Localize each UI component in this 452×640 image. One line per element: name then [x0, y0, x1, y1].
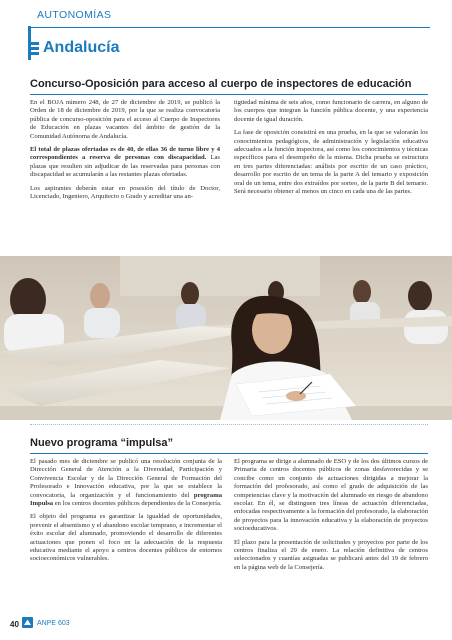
article-1-column-2 — [234, 99, 428, 201]
paragraph: En el BOJA número 248, de 27 de diciembre de 2019, se publicó la Orden de 18 de diciembre de 2019, por la que se realiza convocatoria pública de concurso-oposición para el acceso al Cuerpo de Inspectores de Educación en plazas vacantes del ámbito de gestión de la Comunidad Autónoma de Andalucía. — [30, 99, 220, 140]
paragraph-text: El pasado mes de diciembre se publicó una resolución conjunta de la Dirección General de Atención a la Diversidad, Participación y Convivencia Escolar y de la Dirección General de Formación del Profesorado e Innovación educativa, por la que se establece la convocatoria, la organización y el funcionamiento del — [30, 458, 222, 499]
paragraph-text: en los centros docentes públicos dependientes de la Consejería. — [53, 500, 222, 508]
paragraph — [30, 458, 222, 508]
anpe-logo-icon — [22, 617, 33, 628]
section-divider — [30, 424, 428, 425]
publication-name: ANPE 603 — [37, 620, 70, 627]
article-1-column-1 — [30, 99, 220, 206]
article-2-rule — [30, 453, 428, 454]
section-label: AUTONOMÍAS — [37, 9, 112, 21]
region-title: Andalucía — [43, 39, 120, 56]
article-1-title: Concurso-Oposición para acceso al cuerpo de inspectores de educación — [30, 78, 412, 90]
article-2-title: Nuevo programa “impulsa” — [30, 437, 174, 449]
page-number: 40 — [10, 620, 19, 629]
region-heading — [30, 40, 119, 56]
paragraph: El plazo para la presentación de solicitudes y proyectos por parte de los centros finaliza el 29 de enero. La relación definitiva de centros seleccionados y cuantías asignadas se publicará antes del 19 de febrero en la página web de la Consejería. — [234, 538, 428, 571]
paragraph-text: Las plazas que resulten sin adjudicar de las reservadas para personas con discapacidad se acumularán a las restantes plazas ofertadas. — [30, 154, 220, 179]
header-rule — [28, 27, 430, 28]
paragraph — [30, 146, 220, 180]
classroom-illustration — [0, 256, 452, 420]
classroom-photo — [0, 256, 452, 420]
paragraph: El programa se dirige a alumnado de ESO y de los dos últimos cursos de Primaria de centros docentes públicos de zonas desfavorecidas y se concibe como un conjunto de actuaciones dirigidas a mejorar la formación del profesorado, así como el grado de adquisición de las competencias clave y la motivación del alumnado en riesgo de abandono escolar. En él, se distinguen tres líneas de actuación diferenciadas, enfocadas respectivamente a la formación del profesorado, la elaboración de proyectos para la innovación educativa y la elaboración de proyectos socioeducativos. — [234, 458, 428, 533]
article-2-column-2 — [234, 458, 428, 577]
paragraph: tigüedad mínima de seis años, como funcionario de carrera, en alguno de los cuerpos que integran la función pública docente, y una experiencia docente de igual duración. — [234, 99, 428, 123]
article-2-column-1 — [30, 458, 222, 569]
paragraph: El objeto del programa es garantizar la igualdad de oportunidades, prevenir el absentismo y el abandono escolar temprano, e incrementar el éxito escolar del alumnado, promoviendo el desarrollo de diferentes actuaciones que ponen el foco en la adecuación de la respuesta educativa mediante el apoyo a centros docentes públicos de entornos socioeconómicos vulnerables. — [30, 513, 222, 563]
bold-text: El total de plazas ofertadas es de 40, de ellas 36 de turno libre y 4 correspondientes a reserva de personas con discapacidad. — [30, 146, 220, 162]
stripes-icon — [30, 42, 39, 55]
paragraph: Los aspirantes deberán estar en posesión del título de Doctor, Licenciado, Ingeniero, Arquitecto o Grado y acreditar una an- — [30, 184, 220, 201]
paragraph: La fase de oposición consistirá en una prueba, en la que se valorarán los conocimientos pedagógicos, de administración y legislación educativa adecuados a la función inspectora, así como los conocimientos y técnicas específicos para el desempeño de la misma. Dicha prueba se estructura en tres partes diferenciadas: análisis por escrito de un caso práctico, desarrollo por escrito de un tema de la parte A del temario y exposición oral de un tema, entre dos extraídos por sorteo, de la parte B del temario. Será necesario obtener al menos un cinco en cada una de las partes. — [234, 129, 428, 196]
article-1-rule — [30, 94, 428, 95]
bold-text: programa Impulsa — [30, 491, 222, 508]
